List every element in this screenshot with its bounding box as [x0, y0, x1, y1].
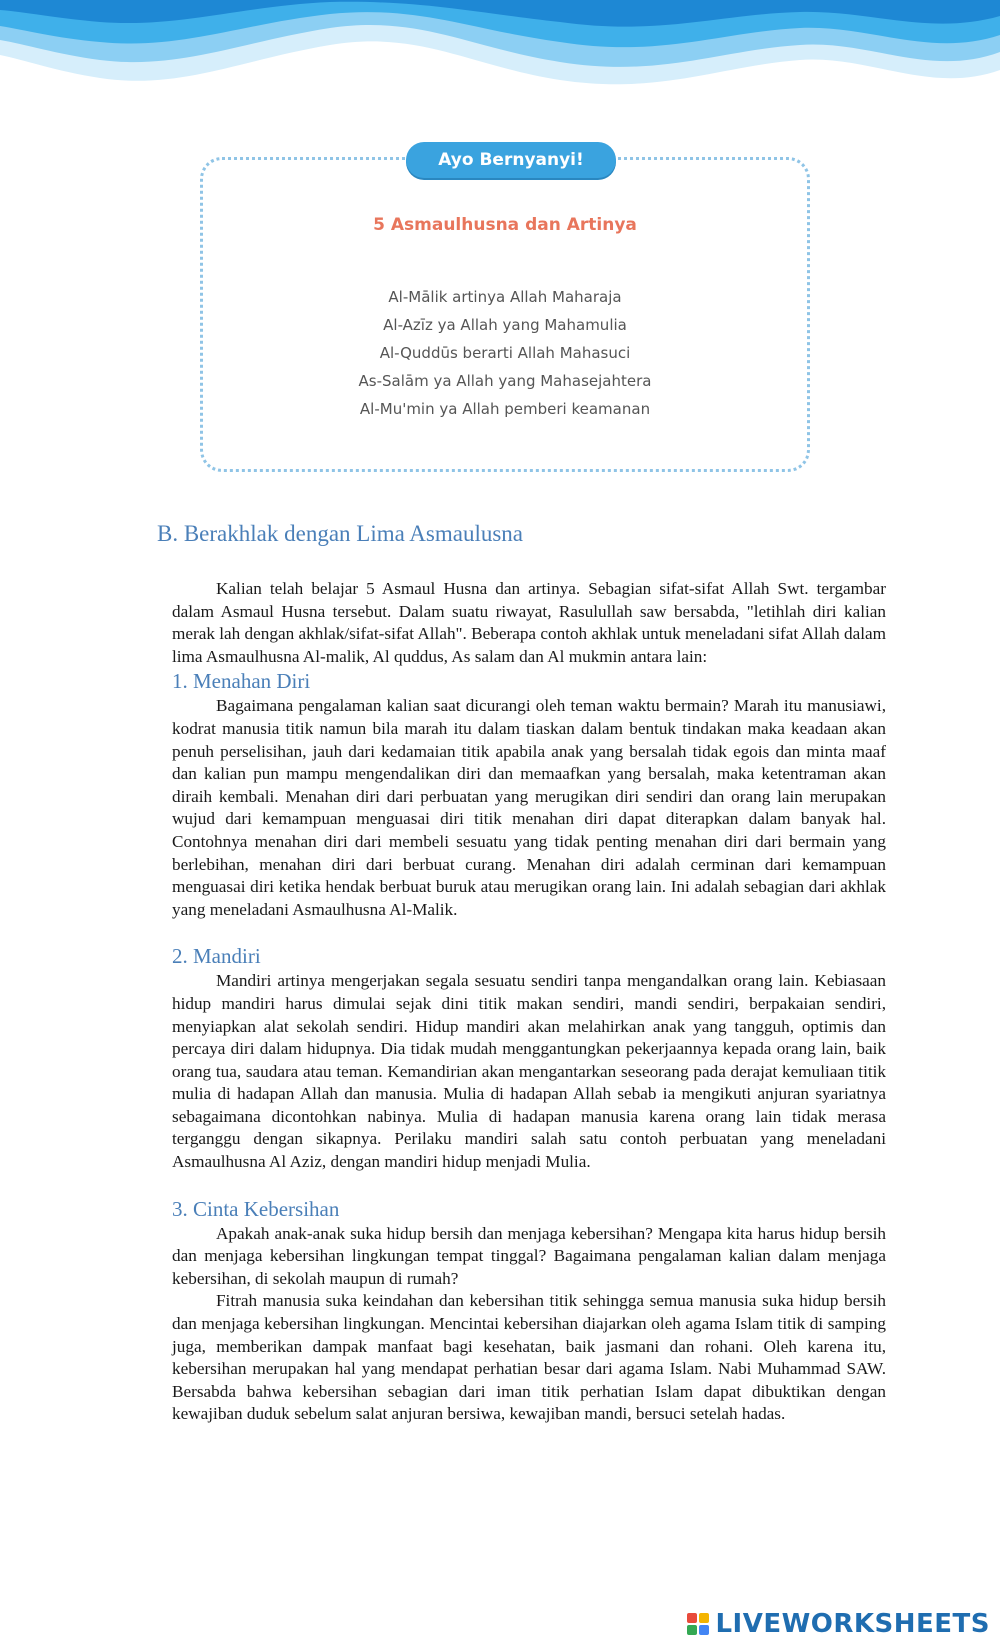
section-heading: B. Berakhlak dengan Lima Asmaulusna	[157, 521, 524, 546]
song-lyrics	[200, 283, 810, 423]
song-line: Al-Mu'min ya Allah pemberi keamanan	[359, 400, 651, 418]
logo-blocks-icon	[687, 1613, 709, 1635]
logo-text: LIVEWORKSHEETS	[715, 1609, 990, 1639]
subsection-heading-menahan-diri: 1. Menahan Diri	[172, 669, 311, 694]
intro-paragraph: Kalian telah belajar 5 Asmaul Husna dan artinya. Sebagian sifat-sifat Allah Swt. tergambar dalam Asmaul Husna tersebut. Dalam suatu riwayat, Rasulullah saw bersabda, "letihlah diri kalian merak lah dengan akhlak/sifat-sifat Allah". Beberapa contoh akhlak untuk meneladani sifat Allah dalam lima Asmaulhusna Al-malik, Al quddus, As salam dan Al mukmin antara lain:	[172, 579, 886, 666]
paragraph-kebersihan-questions: Apakah anak-anak suka hidup bersih dan menjaga kebersihan? Mengapa kita harus hidup bersih dan menjaga kebersihan lingkungan tempat tinggal? Bagaimana pengalaman kalian dalam menjaga kebersihan, di sekolah maupun di rumah?	[172, 1223, 886, 1288]
wave-header-decoration	[0, 0, 1000, 100]
song-line: Al-Azīz ya Allah yang Mahamulia	[383, 316, 627, 334]
liveworksheets-logo[interactable]	[687, 1607, 990, 1641]
main-content	[172, 578, 886, 1426]
paragraph-mandiri: Mandiri artinya mengerjakan segala sesuatu sendiri tanpa mengandalkan orang lain. Kebiasaan hidup mandiri harus dimulai sejak dini titik makan sendiri, mandi sendiri, berpakaian sendiri, menyiapkan alat sekolah sendiri. Hidup mandiri akan melahirkan anak yang tangguh, optimis dan percaya diri dalam hidupnya. Dia tidak mudah menggantungkan pekerjaannya kepada orang lain, baik orang tua, saudara atau teman. Kemandirian akan mengantarkan seseorang pada derajat kemuliaan titik mulia di hadapan Allah dan manusia. Mulia di hadapan Allah sebab ia mengikuti anjuran syariatnya sebagaimana dicontohkan nabinya. Mulia di hadapan manusia karena orang lain tidak merasa terganggu dengan sikapnya. Perilaku mandiri salah satu contoh perbuatan yang meneladani Asmaulhusna Al Aziz, dengan mandiri hidup menjadi Mulia.	[172, 971, 886, 1172]
song-badge: Ayo Bernyanyi!	[406, 142, 616, 178]
song-title: 5 Asmaulhusna dan Artinya	[373, 215, 637, 235]
subsection-heading-cinta-kebersihan: 3. Cinta Kebersihan	[172, 1196, 340, 1221]
song-line: As-Salām ya Allah yang Mahasejahtera	[358, 372, 652, 390]
song-line: Al-Mālik artinya Allah Maharaja	[388, 288, 622, 306]
paragraph-menahan-diri: Bagaimana pengalaman kalian saat dicurangi oleh teman waktu bermain? Marah itu manusiawi, kodrat manusia titik namun bila marah itu dalam tiaskan dalam bentuk tindakan maka keadaan akan penuh perselisihan, jauh dari kedamaian titik apabila anak yang bersalah tidak egois dan minta maaf dan kalian pun mampu mengendalikan diri dan memaafkan yang bersalah, maka ketentraman akan diraih kembali. Menahan diri dari perbuatan yang merugikan diri sendiri dan orang lain merupakan wujud dari kemampuan menguasai diri titik menahan diri dapat diterapkan dalam banyak hal. Contohnya menahan diri dari membeli sesuatu yang tidak penting menahan diri dari bermain yang berlebihan, menahan diri dari berbuat curang. Menahan diri adalah cerminan dari kemampuan menguasai diri ketika hendak berbuat buruk atau merugikan orang lain. Ini adalah sebagian dari akhlak yang meneladani Asmaulhusna Al-Malik.	[172, 696, 886, 919]
song-line: Al-Quddūs berarti Allah Mahasuci	[379, 344, 631, 362]
subsection-heading-mandiri: 2. Mandiri	[172, 944, 261, 969]
paragraph-kebersihan-body: Fitrah manusia suka keindahan dan kebersihan titik sehingga semua manusia suka hidup bersih dan menjaga kebersihan lingkungan. Mencintai kebersihan diajarkan oleh agama Islam titik di samping juga, memberikan dampak manfaat bagi kesehatan, baik jasmani dan rohani. Oleh karena itu, kebersihan merupakan hal yang mendapat perhatian besar dari agama Islam. Nabi Muhammad SAW. Bersabda bahwa kebersihan sebagian dari iman titik perhatian Islam dapat dibuktikan dengan kewajiban duduk sebelum salat anjuran bersiwa, kewajiban mandi, bersuci setelah hadas.	[172, 1291, 886, 1424]
